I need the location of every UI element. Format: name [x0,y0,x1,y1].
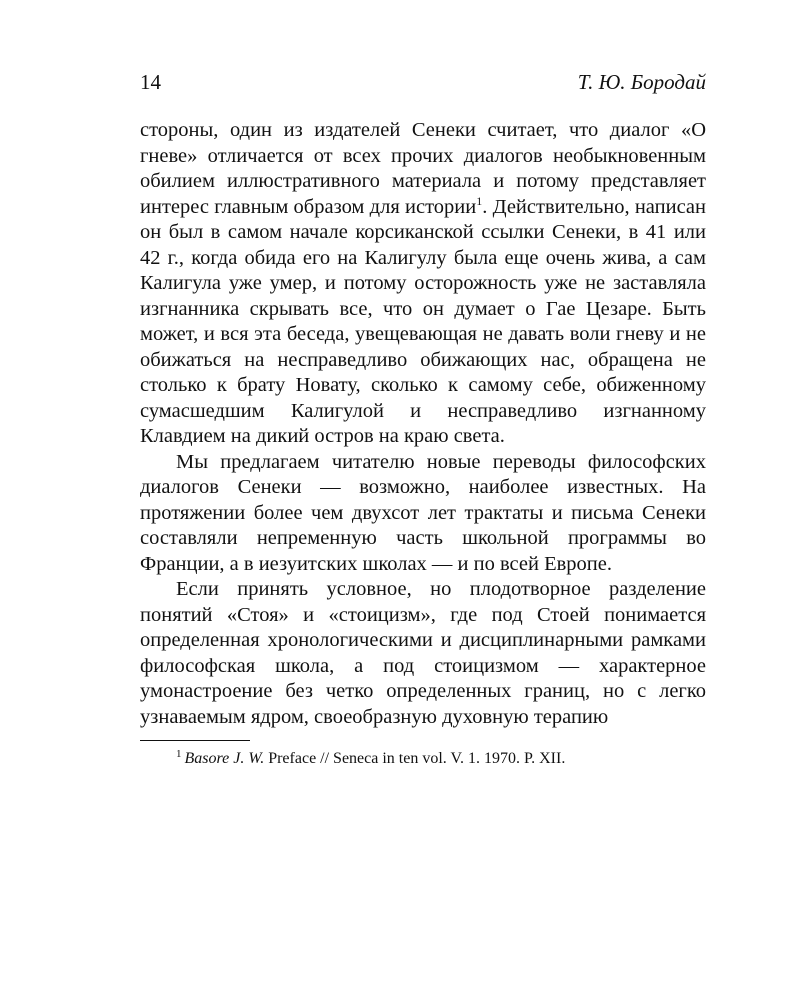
page-number: 14 [140,70,161,94]
paragraph-1 [140,118,706,450]
book-page [140,70,706,769]
running-head: Т. Ю. Бородай [577,70,706,94]
footnote-reference: 1 [476,193,483,208]
page-header [140,70,706,110]
footnote-author: Basore J. W. [184,750,265,767]
footnote-divider [140,740,250,741]
footnote-mark: 1 [176,747,182,760]
paragraph-1-continuation: . Действительно, написан он был в самом начале корсиканской ссылки Сенеки, в 41 или 42 г., когда обида его на Калигулу была еще очень жива, а сам Калигула уже умер, и потому осторожность уже не заставляла изгнанника скрывать все, что он думает о Гае Цезаре. Быть может, и вся эта беседа, увещевающая не давать воли гневу и не обижаться на несправедливо обижающих нас, обращена не столько к брату Новату, сколько к самому себе, обиженному сумасшедшим Калигулой и несправедливо изгнанному Клавдием на дикий остров на краю света. [140,195,706,447]
paragraph-1-text: стороны, один из издателей Сенеки считает, что диалог «О гневе» отличается от всех прочих диалогов необыкновенным обилием иллюстративного материала и потому представляет интерес главным образом для истории [140,119,706,218]
body-text [140,118,706,730]
paragraph-3: Если принять условное, но плодотворное разделение понятий «Стоя» и «стоицизм», где под Стоей понимается определенная хронологическими и дисциплинарными рамками философская школа, а под стоицизмом — характерное умонастроение без четко определенных границ, но с легко узнаваемым ядром, своеобразную духовную терапию [140,578,706,728]
footnote [140,749,706,769]
paragraph-2: Мы предлагаем читателю новые переводы философских диалогов Сенеки — возможно, наиболее известных. На протяжении более чем двухсот лет трактаты и письма Сенеки составляли непременную часть школьной программы во Франции, а в иезуитских школах — и по всей Европе. [140,450,706,575]
footnote-text: Preface // Seneca in ten vol. V. 1. 1970. P. XII. [264,750,566,767]
